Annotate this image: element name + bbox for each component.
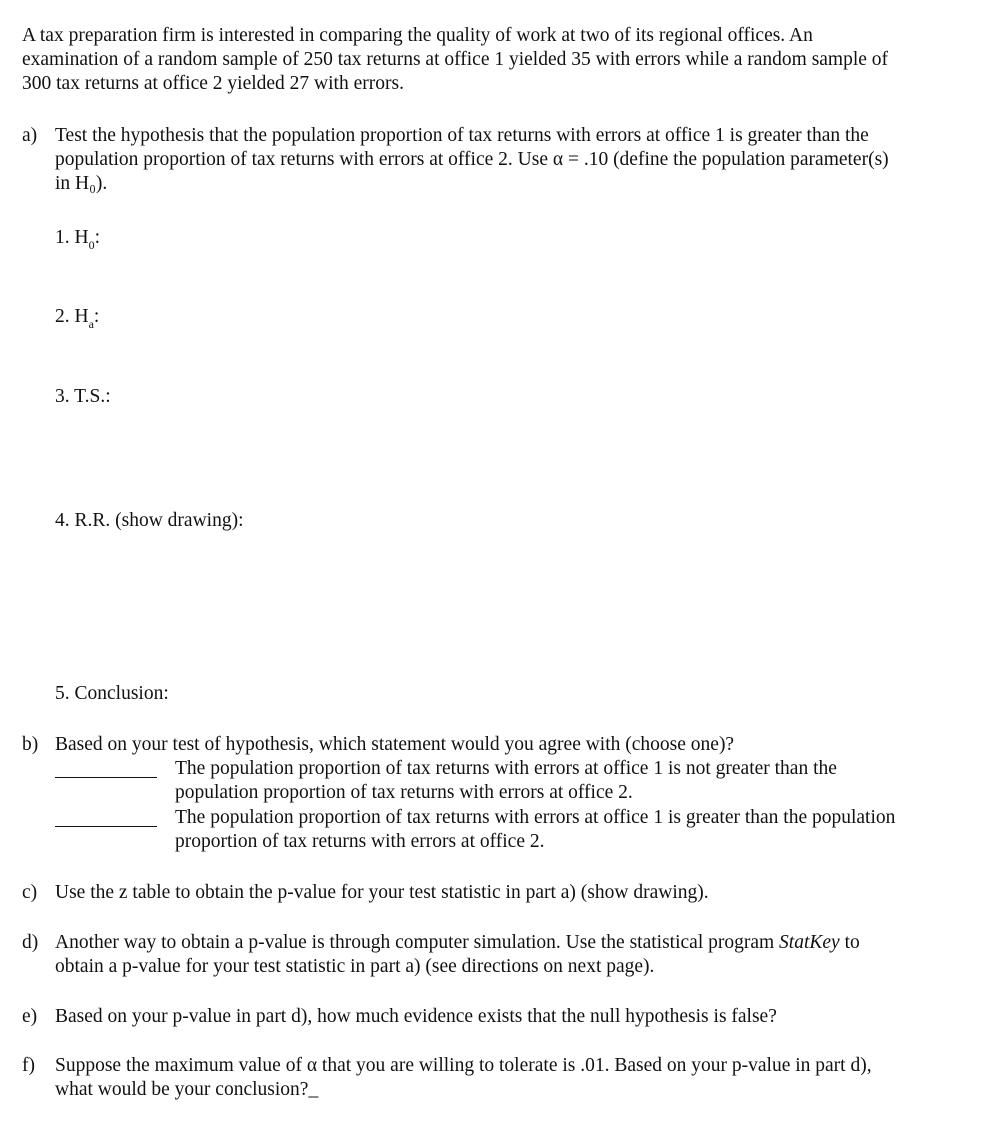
question-a-text [55,124,889,196]
step-conclusion: 5. Conclusion: [55,683,169,704]
step-subscript: 0 [88,238,95,252]
option-1-line: The population proportion of tax returns with errors at office 1 is not greater than the [175,758,837,779]
option-2-text [175,806,895,854]
question-f-label: f) [22,1055,35,1076]
step-test-statistic: 3. T.S.: [55,386,111,407]
step-subscript: a [88,317,94,331]
question-b-text: Based on your test of hypothesis, which statement would you agree with (choose one)? [55,734,735,755]
question-c-label: c) [22,882,38,903]
option-2-line: The population proportion of tax returns with errors at office 1 is greater than the population [175,807,896,828]
question-d-line [55,931,860,955]
question-c-text: Use the z table to obtain the p-value for your test statistic in part a) (show drawing). [55,882,709,903]
step-colon: : [94,227,101,248]
option-1-text [175,757,837,805]
option-1-line: population proportion of tax returns with errors at office 2. [175,782,633,803]
question-a-label: a) [22,125,38,146]
question-a-line: Test the hypothesis that the population proportion of tax returns with errors at office 1 is greater than the [55,125,869,146]
question-d-text [55,931,860,979]
question-d-label: d) [22,932,39,953]
answer-blank-option-1[interactable] [55,777,157,778]
step-label: H [74,306,89,327]
step-rejection-region: 4. R.R. (show drawing): [55,510,244,531]
step-null-hypothesis [55,226,100,251]
question-d-line1-pre: Another way to obtain a p-value is through computer simulation. Use the statistical program [55,932,780,953]
intro-line: examination of a random sample of 250 tax returns at office 1 yielded 35 with errors while a random sample of [22,49,889,70]
step-number: 2. [55,306,70,327]
step-alt-hypothesis [55,305,99,330]
question-a-line: population proportion of tax returns with errors at office 2. Use α = .10 (define the population parameter(s) [55,149,889,170]
question-f-line: Suppose the maximum value of α that you are willing to tolerate is .01. Based on your p-value in part d), [55,1055,872,1076]
question-b-label: b) [22,734,39,755]
question-f-text [55,1054,872,1102]
option-2-line: proportion of tax returns with errors at office 2. [175,831,545,852]
intro-line: A tax preparation firm is interested in comparing the quality of work at two of its regional offices. An [22,25,813,46]
question-f-line: what would be your conclusion?_ [55,1079,319,1100]
question-e-text: Based on your p-value in part d), how much evidence exists that the null hypothesis is false? [55,1006,777,1027]
step-number: 1. [55,227,70,248]
question-a-line: in H₀). [55,173,108,194]
step-label: H [74,227,89,248]
question-d-line1-post: to [839,932,860,953]
step-colon: : [93,306,100,327]
statkey-name: StatKey [779,932,840,953]
answer-blank-option-2[interactable] [55,826,157,827]
intro-line: 300 tax returns at office 2 yielded 27 with errors. [22,73,404,94]
question-d-line: obtain a p-value for your test statistic in part a) (see directions on next page). [55,956,655,977]
intro-paragraph [22,24,992,96]
question-e-label: e) [22,1006,38,1027]
